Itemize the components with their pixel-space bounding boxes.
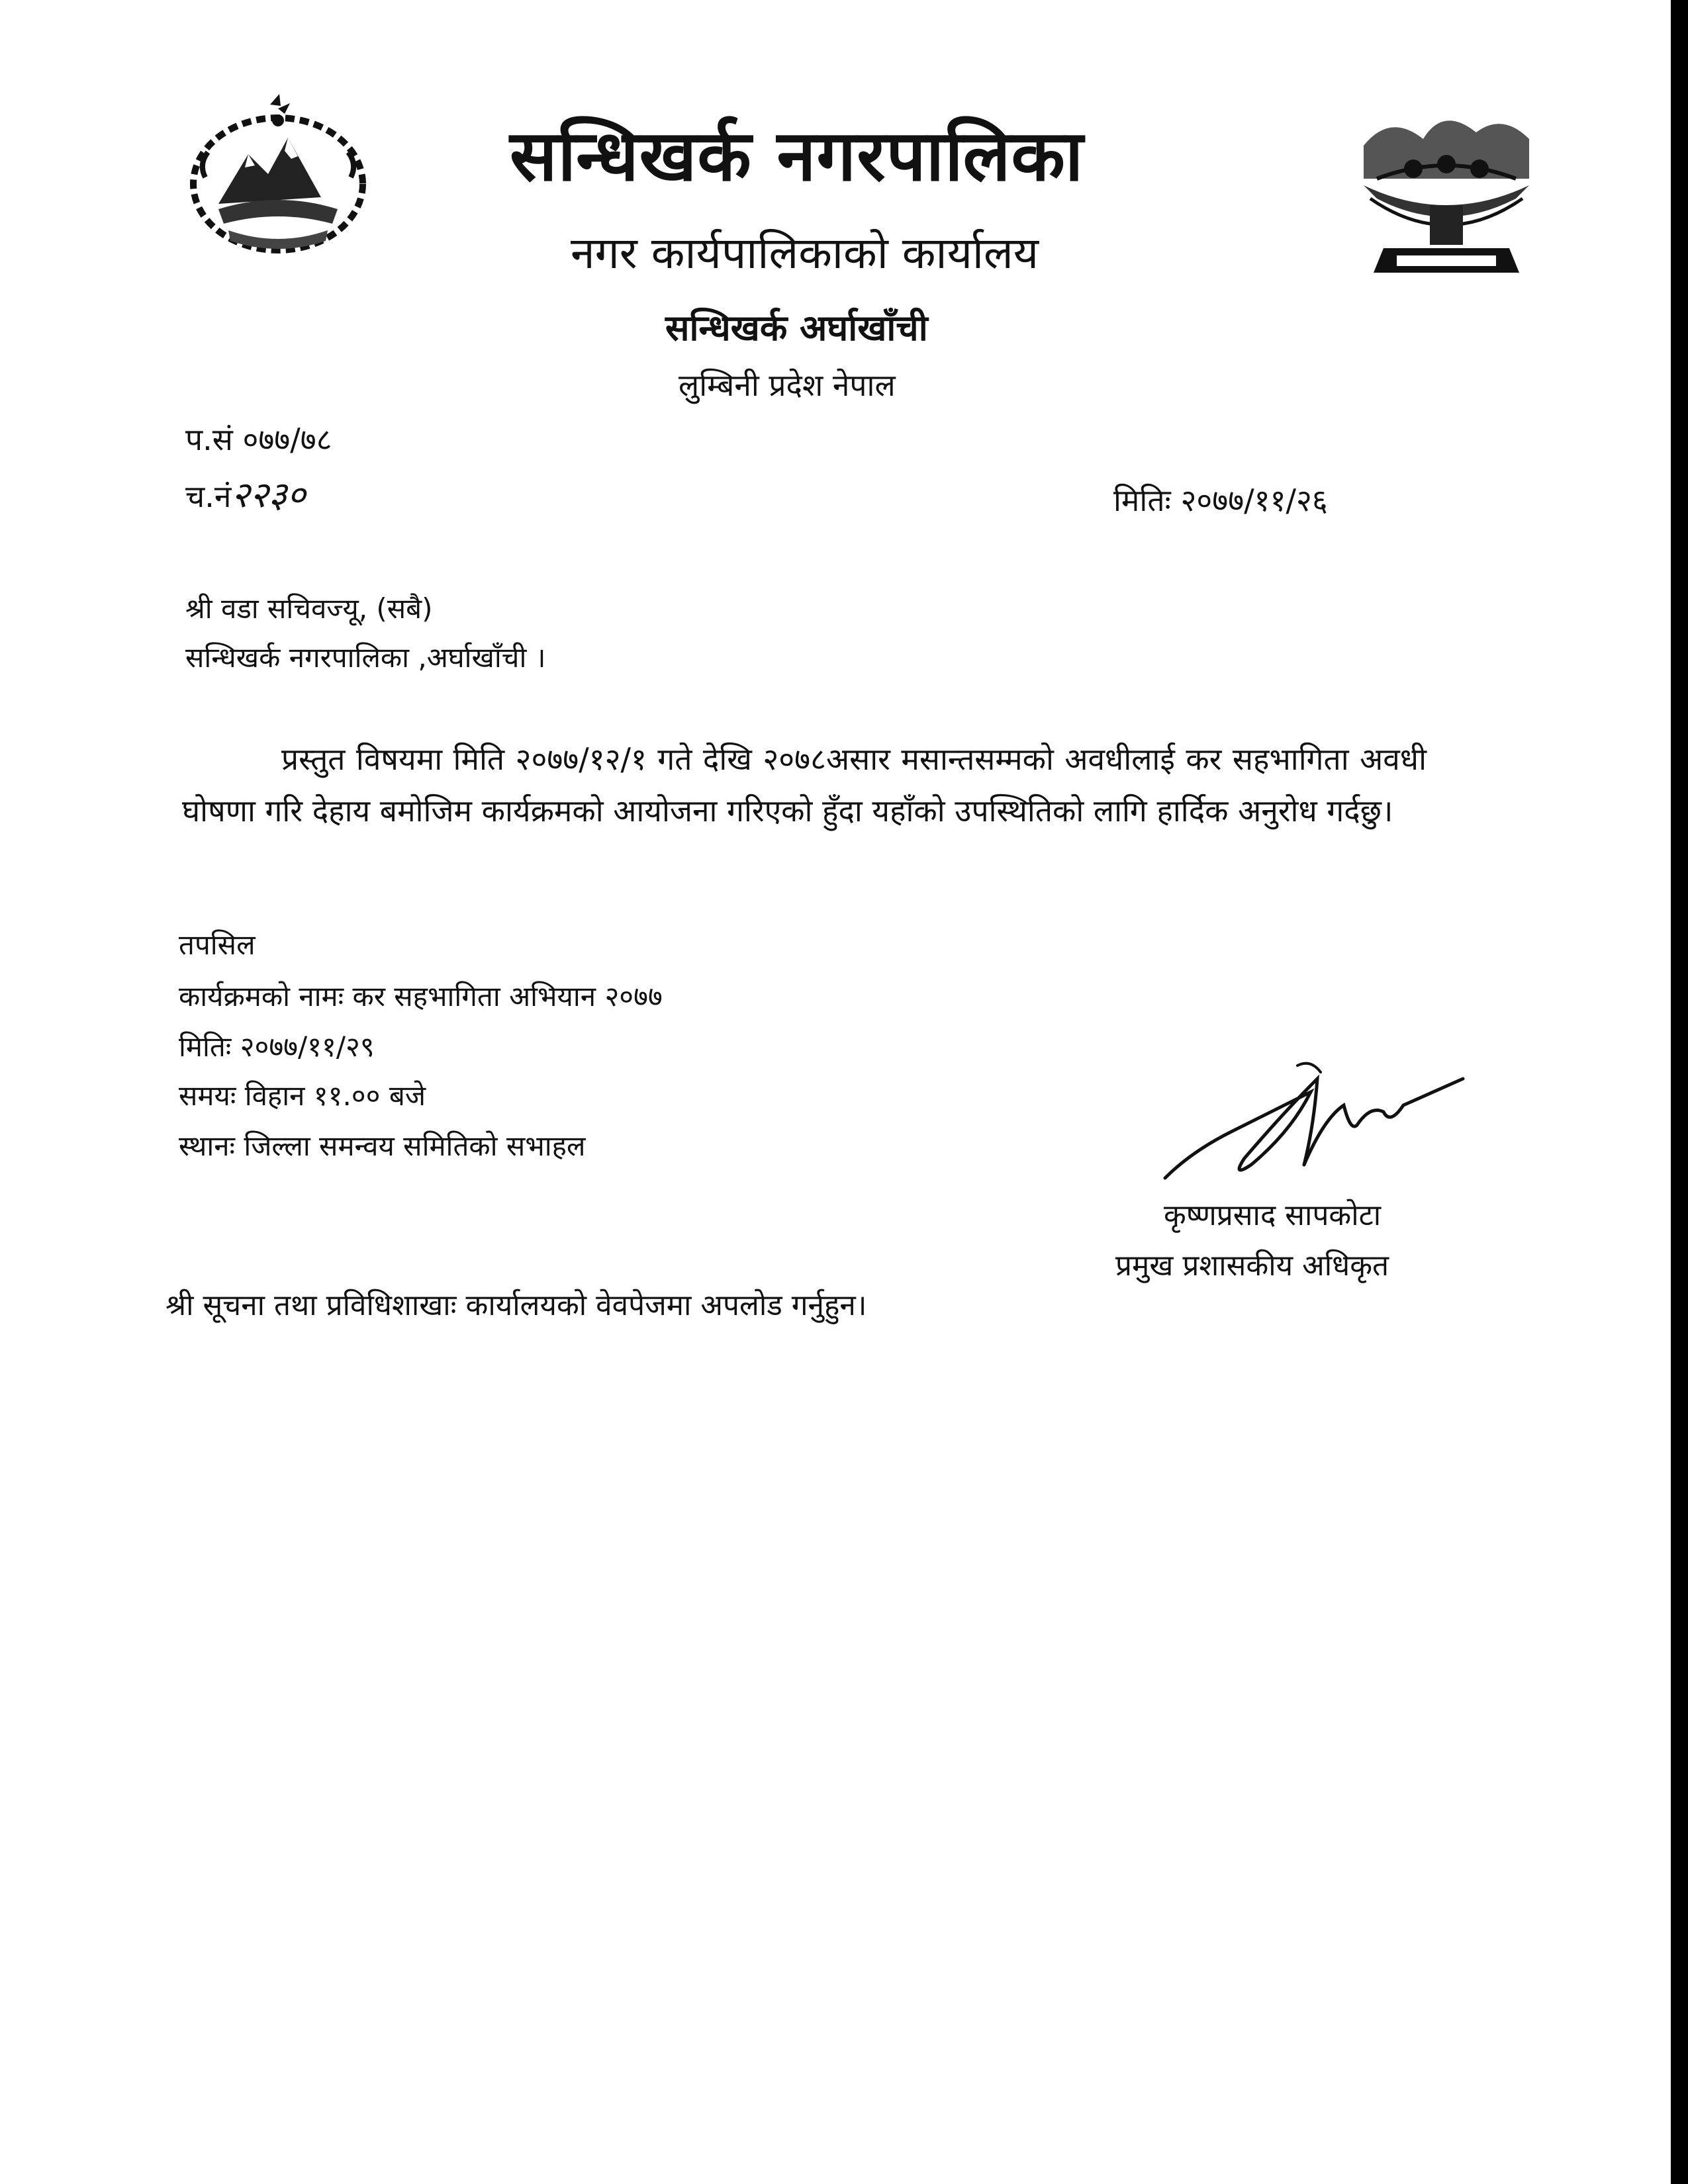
signatory-name: कृष्णप्रसाद सापकोटा [1164,1199,1382,1232]
letter-body: प्रस्तुत विषयमा मिति २०७७/१२/१ गते देखि २०७८असार मसान्तसम्मको अवधीलाई कर सहभागिता अवधी घोषणा गरि देहाय बमोजिम कार्यक्रमको आयोजना गरिएको हुँदा यहाँको उपस्थितिको लागि हार्दिक अनुरोध गर्दछु। [182,741,1427,829]
dispatch-label: च.नं [185,478,232,514]
nepal-emblem-icon [179,91,377,263]
dispatch-value: २२३० [231,474,306,516]
office-name: नगर कार्यपालिकाको कार्यालय [571,228,1039,279]
program-name: कार्यक्रमको नामः कर सहभागिता अभियान २०७७ [179,980,663,1013]
program-venue: स्थानः जिल्ला समन्वय समितिको सभाहल [179,1130,586,1162]
details-heading: तपसिल [179,929,256,961]
reference-number: प.सं ०७७/७८ [185,422,332,457]
recipient-line-1: श्री वडा सचिवज्यू, (सबै) [185,592,433,625]
address-line-1: सन्धिखर्क अर्घाखाँची [665,307,928,349]
address-line-2: लुम्बिनी प्रदेश नेपाल [679,367,896,403]
copy-notice: श्री सूचना तथा प्रविधिशाखाः कार्यालयको वेवपेजमा अपलोड गर्नुहुन। [165,1289,867,1322]
municipality-title: सन्धिखर्क नगरपालिका [510,114,1084,197]
program-time: समयः विहान ११.०० बजे [179,1079,426,1112]
municipality-logo-icon [1350,99,1542,285]
recipient-line-2: सन्धिखर्क नगरपालिका ,अर्घाखाँची । [185,641,546,674]
signatory-title: प्रमुख प्रशासकीय अधिकृत [1115,1249,1389,1283]
letter-date: मितिः २०७७/११/२६ [1113,482,1328,518]
scan-edge [1671,0,1688,2184]
signature-icon [1152,1052,1470,1198]
dispatch-number [185,469,306,518]
program-date: मितिः २०७७/११/२९ [179,1030,375,1063]
